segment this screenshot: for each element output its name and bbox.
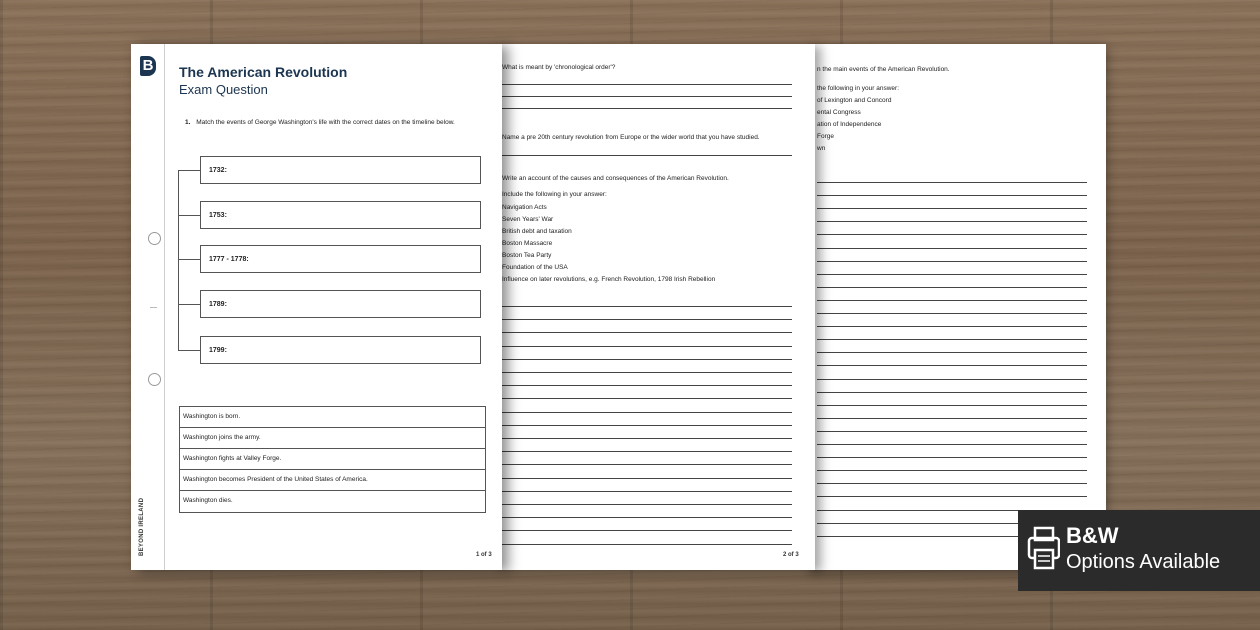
answer-line xyxy=(817,379,1087,380)
answer-line xyxy=(817,483,1087,484)
answer-line xyxy=(817,274,1087,275)
question-3: Name a pre 20th century revolution from Europe or the wider world that you have studied. xyxy=(502,134,760,141)
page3-item: ental Congress xyxy=(817,109,861,116)
page-number: 1 of 3 xyxy=(476,552,492,558)
answer-line xyxy=(502,425,792,426)
answer-line xyxy=(817,195,1087,196)
answer-line xyxy=(502,385,792,386)
answer-line xyxy=(817,496,1087,497)
answer-line xyxy=(502,464,792,465)
timeline-branch xyxy=(178,259,200,260)
brand-logo: B xyxy=(140,56,156,76)
answer-line xyxy=(817,444,1087,445)
answer-line xyxy=(817,182,1087,183)
page3-item: wn xyxy=(817,145,826,152)
answer-line xyxy=(502,96,792,97)
answer-line xyxy=(817,261,1087,262)
event-row: Washington joins the army. xyxy=(180,428,485,449)
answer-line xyxy=(817,326,1087,327)
answer-line xyxy=(502,346,792,347)
include-item: Seven Years' War xyxy=(502,216,554,223)
answer-line xyxy=(502,108,792,109)
punch-hole xyxy=(148,232,161,245)
answer-line xyxy=(502,478,792,479)
answer-line xyxy=(817,287,1087,288)
include-item: Foundation of the USA xyxy=(502,264,568,271)
answer-line xyxy=(502,504,792,505)
answer-line xyxy=(817,392,1087,393)
timeline-branch xyxy=(178,350,200,351)
include-item: Navigation Acts xyxy=(502,204,547,211)
timeline-spine xyxy=(178,170,179,351)
answer-line xyxy=(817,234,1087,235)
answer-line xyxy=(502,332,792,333)
event-row: Washington becomes President of the United States of America. xyxy=(180,470,485,491)
answer-line xyxy=(817,248,1087,249)
badge-title: B&W xyxy=(1066,523,1119,548)
timeline-date-box: 1799: xyxy=(200,336,481,364)
punch-hole xyxy=(148,373,161,386)
worksheet-title: The American Revolution xyxy=(179,64,348,80)
events-table xyxy=(179,406,486,513)
worksheet-page-3 xyxy=(810,44,1106,570)
answer-line xyxy=(817,431,1087,432)
badge-subtitle: Options Available xyxy=(1066,551,1221,573)
include-item: Boston Tea Party xyxy=(502,252,552,259)
timeline-date-box: 1777 - 1778: xyxy=(200,245,481,273)
answer-line xyxy=(502,491,792,492)
answer-line xyxy=(817,352,1087,353)
answer-line xyxy=(502,544,792,545)
timeline-date-box: 1789: xyxy=(200,290,481,318)
include-label: Include the following in your answer: xyxy=(502,191,607,198)
answer-line xyxy=(817,300,1087,301)
page-margin xyxy=(131,44,165,570)
page3-include-label: the following in your answer: xyxy=(817,85,900,92)
timeline-date-box: 1732: xyxy=(200,156,481,184)
answer-line xyxy=(817,418,1087,419)
page3-question: n the main events of the American Revolution. xyxy=(817,66,950,73)
question-2: What is meant by 'chronological order'? xyxy=(502,64,616,71)
answer-line xyxy=(502,306,792,307)
brand-vertical-text: BEYOND IRELAND xyxy=(139,497,145,556)
timeline-date-box: 1753: xyxy=(200,201,481,229)
answer-line xyxy=(817,313,1087,314)
bw-options-badge xyxy=(1018,510,1260,591)
question-1 xyxy=(185,119,455,126)
worksheet-page-1 xyxy=(131,44,502,570)
answer-line xyxy=(502,359,792,360)
timeline-branch xyxy=(178,215,200,216)
answer-line xyxy=(502,398,792,399)
event-row: Washington dies. xyxy=(183,497,233,504)
worksheet-page-2 xyxy=(495,44,815,570)
event-row: Washington fights at Valley Forge. xyxy=(180,449,485,470)
answer-line xyxy=(817,221,1087,222)
answer-line xyxy=(502,372,792,373)
page3-item: Forge xyxy=(817,133,834,140)
answer-line xyxy=(502,155,792,156)
answer-line xyxy=(502,438,792,439)
timeline-branch xyxy=(178,304,200,305)
event-row: Washington is born. xyxy=(180,407,485,428)
page-number: 2 of 3 xyxy=(783,552,799,558)
page3-item: ation of Independence xyxy=(817,121,882,128)
timeline-branch xyxy=(178,170,200,171)
answer-line xyxy=(502,84,792,85)
answer-line xyxy=(817,208,1087,209)
answer-line xyxy=(817,405,1087,406)
answer-line xyxy=(502,517,792,518)
answer-line xyxy=(502,451,792,452)
include-item: British debt and taxation xyxy=(502,228,572,235)
answer-line xyxy=(502,530,792,531)
fold-mark xyxy=(150,307,157,308)
answer-line xyxy=(817,339,1087,340)
page3-item: of Lexington and Concord xyxy=(817,97,892,104)
question-number: 1. xyxy=(185,119,191,126)
include-item: Influence on later revolutions, e.g. French Revolution, 1798 Irish Rebellion xyxy=(502,276,716,283)
answer-line xyxy=(502,412,792,413)
question-text: Match the events of George Washington's life with the correct dates on the timeline below. xyxy=(196,119,455,126)
answer-line xyxy=(817,470,1087,471)
question-4: Write an account of the causes and consequences of the American Revolution. xyxy=(502,175,729,182)
answer-line xyxy=(817,457,1087,458)
printer-icon xyxy=(1026,520,1060,580)
include-item: Boston Massacre xyxy=(502,240,553,247)
answer-line xyxy=(817,365,1087,366)
answer-line xyxy=(502,319,792,320)
worksheet-subtitle: Exam Question xyxy=(179,82,268,97)
